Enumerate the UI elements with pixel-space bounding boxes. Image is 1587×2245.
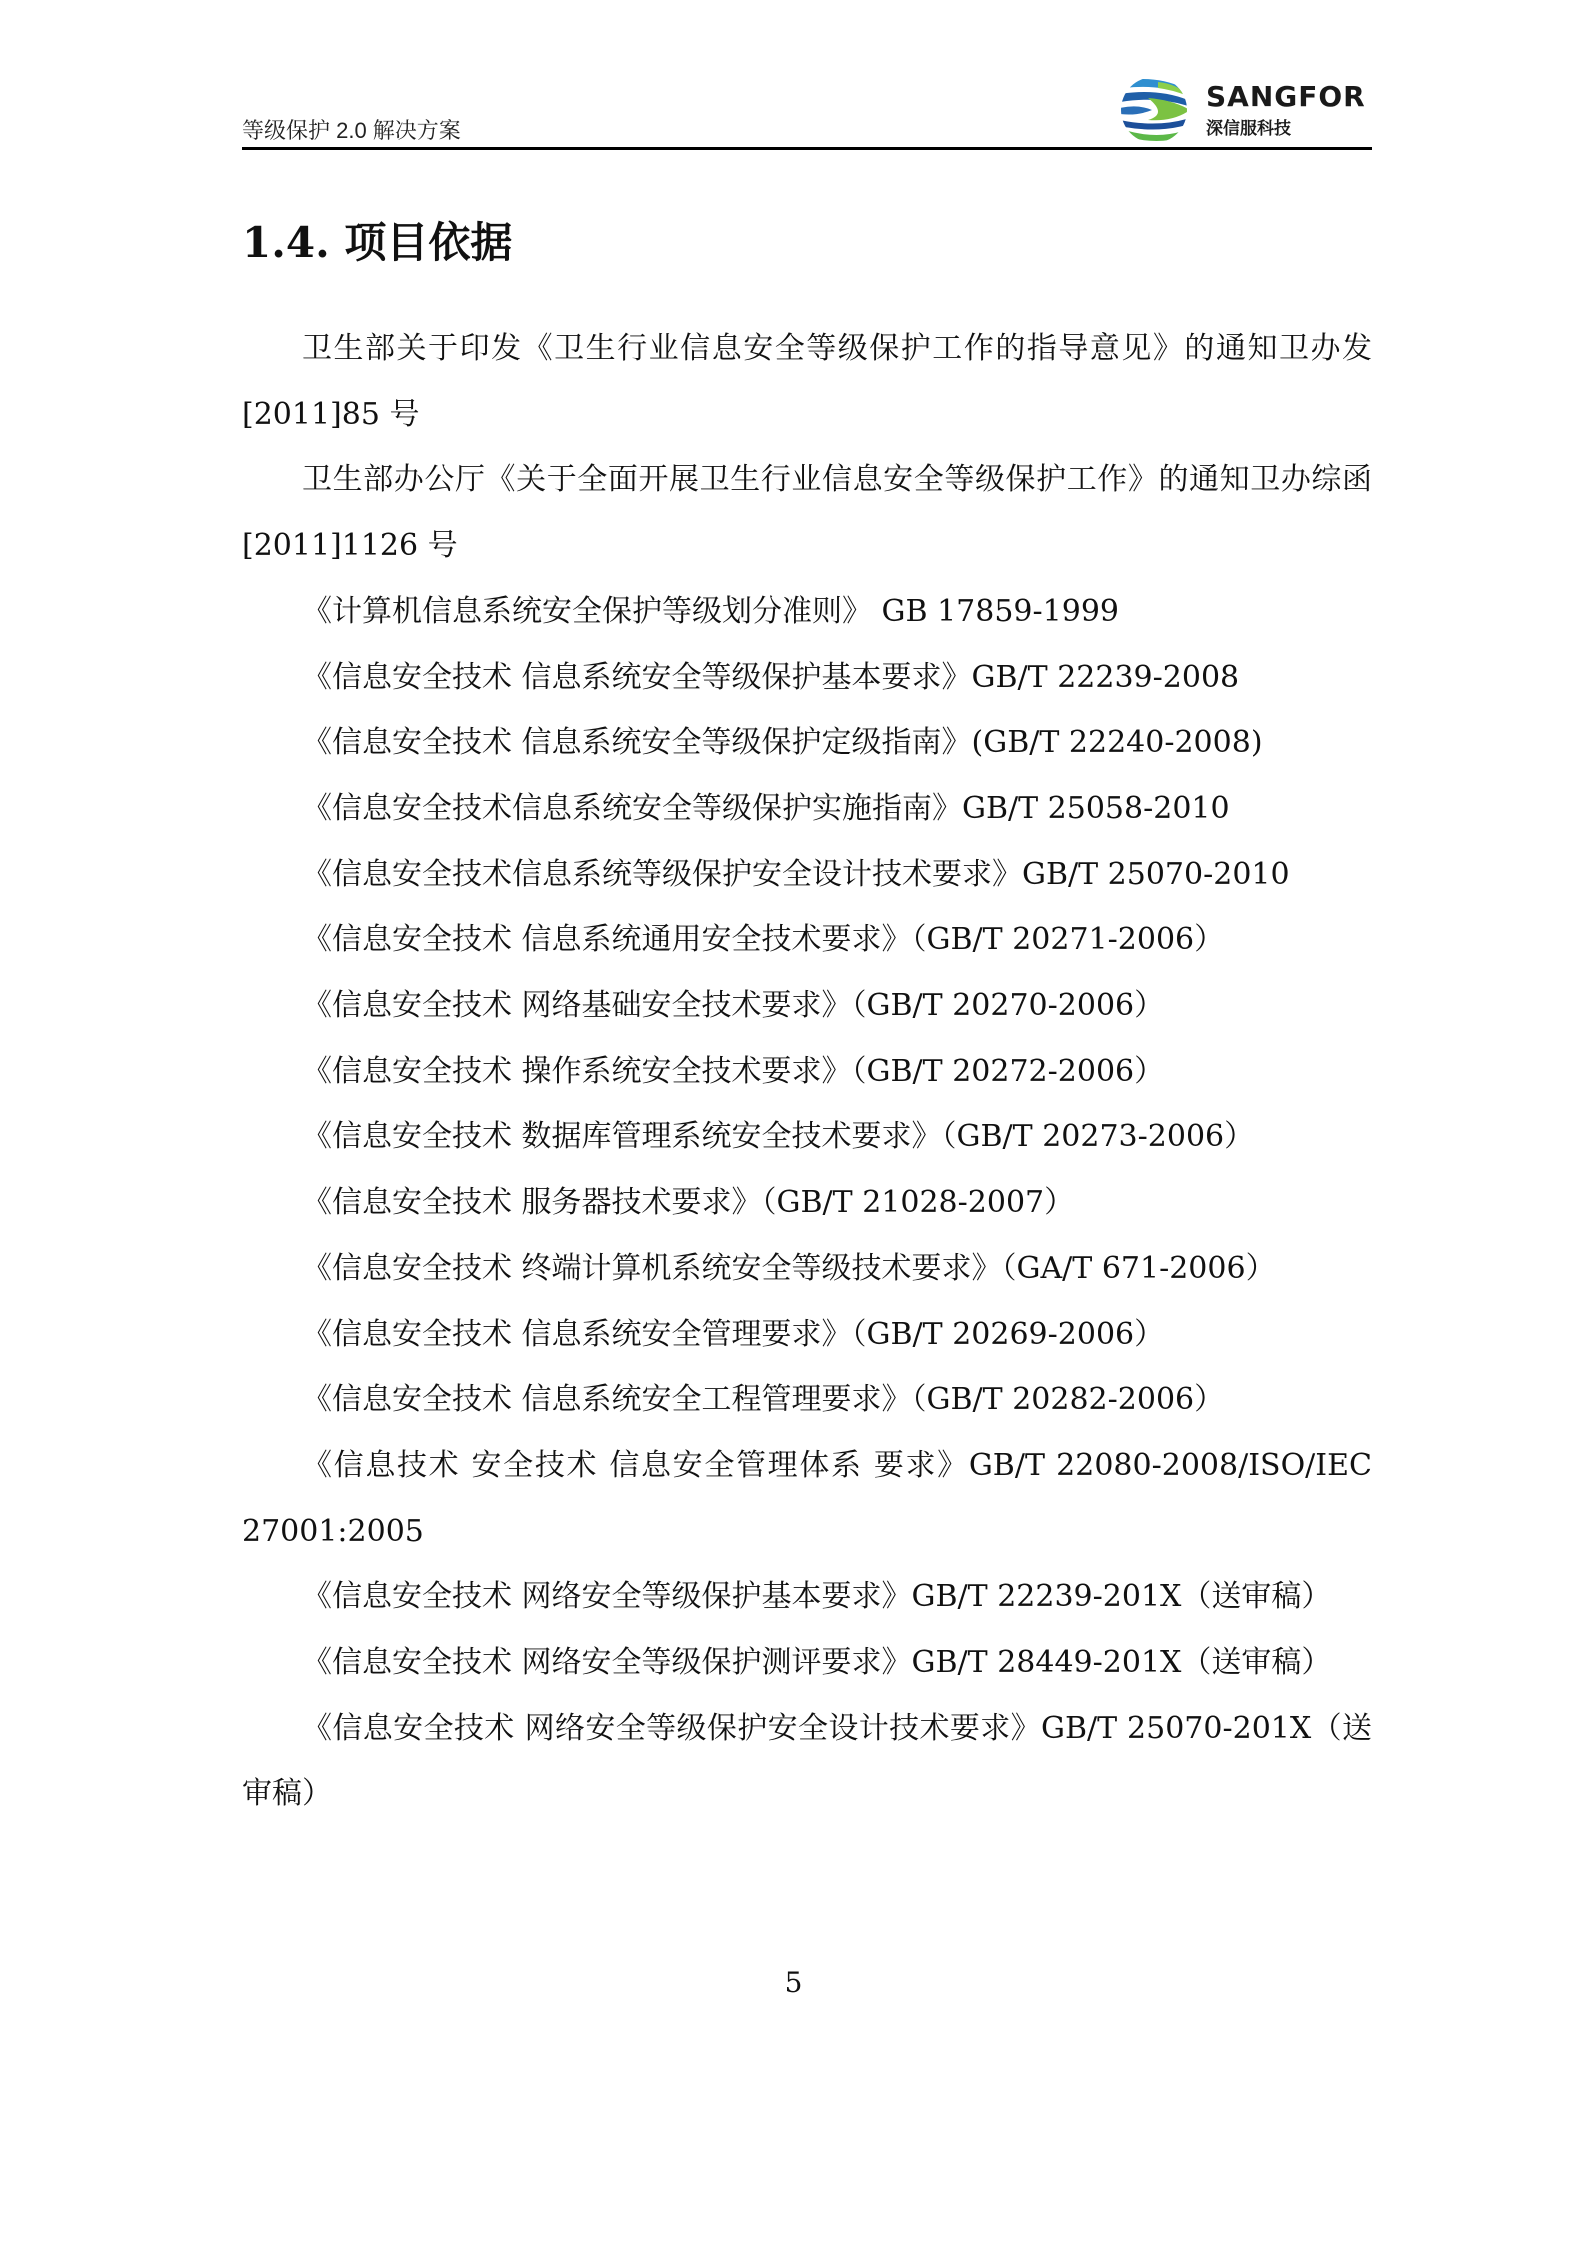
globe-logo-icon: [1118, 74, 1198, 146]
section-title: 1.4. 项目依据: [242, 218, 513, 267]
reference-item: 《信息安全技术 服务器技术要求》（GB/T 21028-2007）: [302, 1185, 1075, 1221]
header-document-title: 等级保护 2.0 解决方案: [242, 118, 461, 143]
reference-item: 《信息安全技术信息系统安全等级保护实施指南》GB/T 25058-2010: [302, 790, 1230, 826]
document-body: [242, 316, 1372, 1827]
paragraph: 卫生部关于印发《卫生行业信息安全等级保护工作的指导意见》的通知卫办发[2011]85 号: [242, 331, 1372, 432]
reference-item: 《信息安全技术 网络安全等级保护安全设计技术要求》GB/T 25070-201X（送审稿）: [242, 1710, 1372, 1812]
reference-item: 《信息技术 安全技术 信息安全管理体系 要求》GB/T 22080-2008/ISO/IEC 27001:2005: [242, 1447, 1372, 1549]
reference-item: 《信息安全技术 信息系统通用安全技术要求》（GB/T 20271-2006）: [302, 922, 1225, 958]
page-number: 5: [784, 1966, 803, 1999]
reference-item: 《信息安全技术 操作系统安全技术要求》（GB/T 20272-2006）: [302, 1053, 1165, 1089]
reference-item: 《信息安全技术 信息系统安全管理要求》（GB/T 20269-2006）: [302, 1316, 1165, 1352]
reference-item: 《信息安全技术信息系统等级保护安全设计技术要求》GB/T 25070-2010: [302, 856, 1290, 892]
reference-item: 《信息安全技术 网络基础安全技术要求》（GB/T 20270-2006）: [302, 988, 1165, 1024]
header-divider: [242, 147, 1372, 150]
logo-name: SANGFOR: [1206, 80, 1366, 113]
reference-item: 《信息安全技术 网络安全等级保护基本要求》GB/T 22239-201X（送审稿）: [302, 1579, 1332, 1615]
paragraph: 卫生部办公厅《关于全面开展卫生行业信息安全等级保护工作》的通知卫办综函[2011]1126 号: [242, 462, 1372, 564]
reference-item: 《计算机信息系统安全保护等级划分准则》 GB 17859-1999: [302, 593, 1120, 629]
reference-item: 《信息安全技术 信息系统安全工程管理要求》（GB/T 20282-2006）: [302, 1382, 1225, 1418]
reference-item: 《信息安全技术 信息系统安全等级保护定级指南》(GB/T 22240-2008): [302, 725, 1263, 761]
logo-subtitle: 深信服科技: [1206, 119, 1291, 139]
reference-item: 《信息安全技术 数据库管理系统安全技术要求》（GB/T 20273-2006）: [302, 1119, 1255, 1155]
reference-item: 《信息安全技术 网络安全等级保护测评要求》GB/T 28449-201X（送审稿）: [302, 1645, 1332, 1681]
reference-item: 《信息安全技术 信息系统安全等级保护基本要求》GB/T 22239-2008: [302, 659, 1240, 695]
reference-item: 《信息安全技术 终端计算机系统安全等级技术要求》（GA/T 671-2006）: [302, 1250, 1276, 1286]
sangfor-logo: [1118, 74, 1378, 146]
